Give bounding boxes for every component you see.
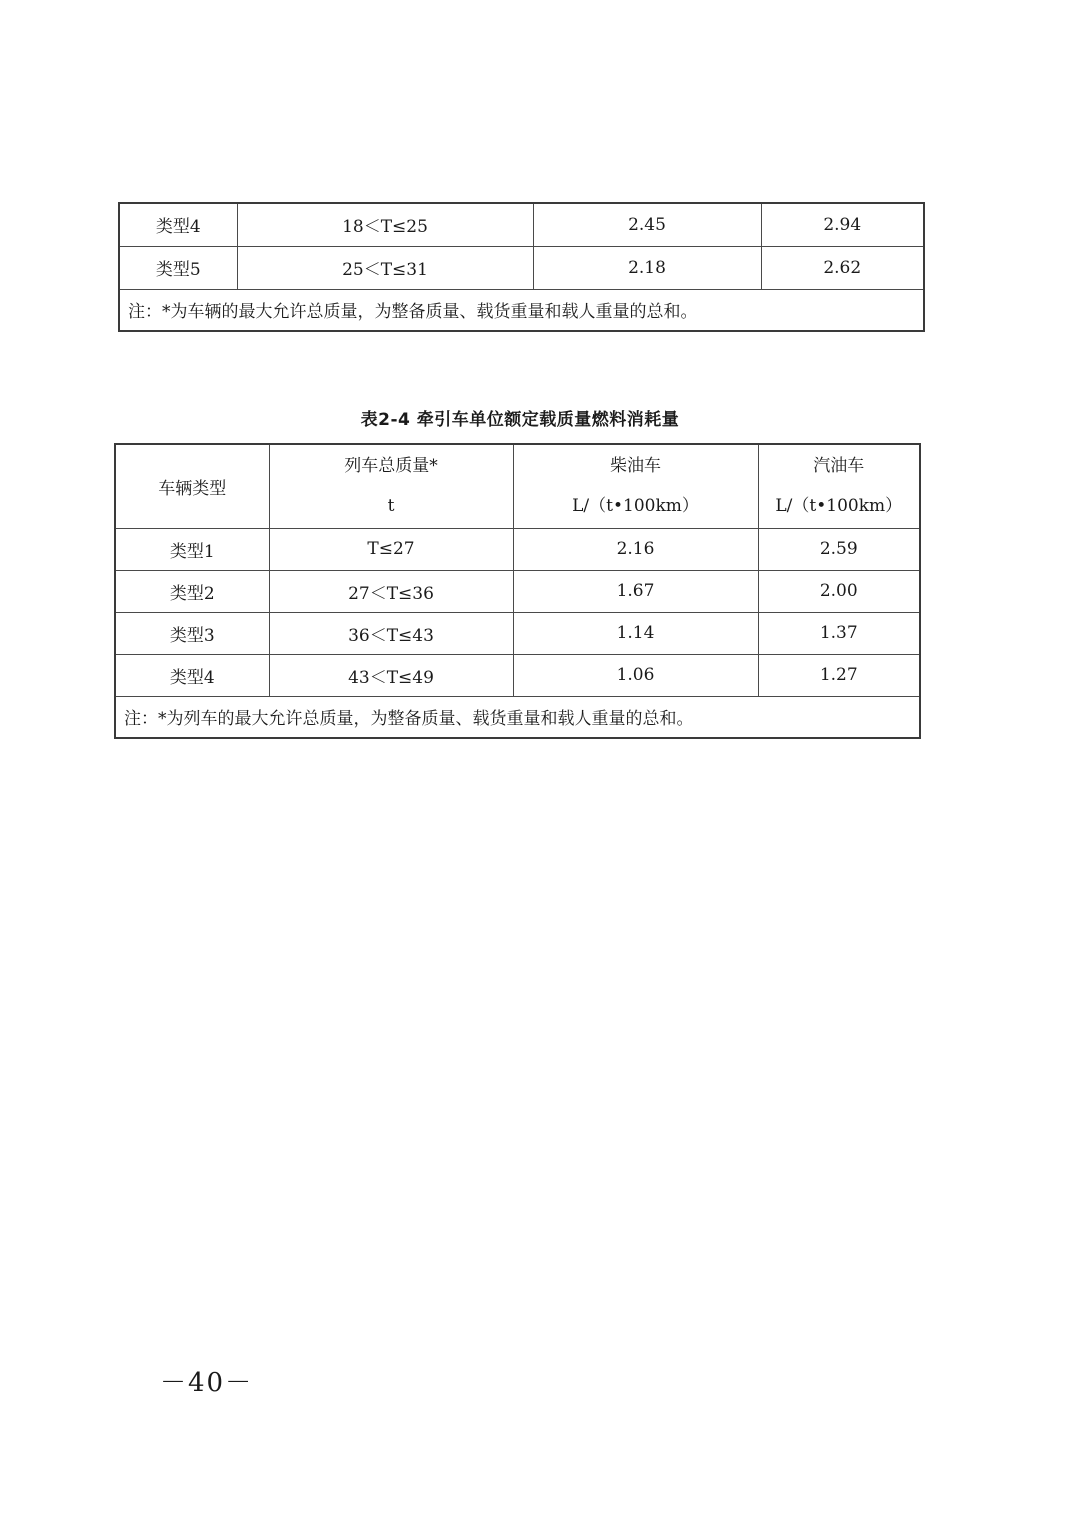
- table-note: 注：*为列车的最大允许总质量，为整备质量、载货重量和载人重量的总和。: [115, 696, 920, 738]
- page-number: －40－: [160, 1368, 254, 1398]
- diesel-value-cell: 2.18: [533, 246, 761, 289]
- table-row: [119, 203, 924, 246]
- header-diesel-label: 柴油车: [610, 456, 661, 477]
- header-diesel: [513, 444, 758, 528]
- vehicle-type-cell: 类型2: [115, 570, 269, 612]
- header-vehicle-type: 车辆类型: [115, 444, 269, 528]
- mass-range-cell: 43＜T≤49: [269, 654, 513, 696]
- header-gasoline-label: 汽油车: [813, 456, 865, 477]
- table-row: [115, 570, 920, 612]
- table-row: [115, 528, 920, 570]
- mass-range-cell: 27＜T≤36: [269, 570, 513, 612]
- table-row: [115, 654, 920, 696]
- table-header-row: [115, 444, 920, 528]
- diesel-value-cell: 2.16: [513, 528, 758, 570]
- diesel-value-cell: 1.67: [513, 570, 758, 612]
- diesel-value-cell: 1.14: [513, 612, 758, 654]
- mass-range-cell: T≤27: [269, 528, 513, 570]
- header-gasoline: [758, 444, 920, 528]
- diesel-value-cell: 1.06: [513, 654, 758, 696]
- gasoline-value-cell: 2.94: [761, 203, 924, 246]
- mass-range-cell: 18＜T≤25: [237, 203, 533, 246]
- vehicle-type-cell: 类型4: [115, 654, 269, 696]
- table-row: [115, 612, 920, 654]
- table-note: 注：*为车辆的最大允许总质量，为整备质量、载货重量和载人重量的总和。: [119, 289, 924, 331]
- header-total-mass: [269, 444, 513, 528]
- header-gasoline-unit: L/（t•100km）: [775, 496, 903, 517]
- header-total-mass-unit: t: [387, 496, 395, 517]
- table-note-row: [115, 696, 920, 738]
- vehicle-type-cell: 类型3: [115, 612, 269, 654]
- vehicle-type-cell: 类型5: [119, 246, 237, 289]
- table-row: [119, 246, 924, 289]
- gasoline-value-cell: 1.27: [758, 654, 920, 696]
- gasoline-value-cell: 2.00: [758, 570, 920, 612]
- vehicle-type-cell: 类型1: [115, 528, 269, 570]
- table-2-3-continued: [118, 202, 925, 332]
- header-diesel-unit: L/（t•100km）: [572, 496, 699, 517]
- vehicle-type-cell: 类型4: [119, 203, 237, 246]
- mass-range-cell: 36＜T≤43: [269, 612, 513, 654]
- table-note-row: [119, 289, 924, 331]
- gasoline-value-cell: 2.62: [761, 246, 924, 289]
- header-total-mass-label: 列车总质量*: [344, 456, 438, 477]
- table-caption: 表2-4 牵引车单位额定载质量燃料消耗量: [360, 410, 680, 430]
- gasoline-value-cell: 1.37: [758, 612, 920, 654]
- diesel-value-cell: 2.45: [533, 203, 761, 246]
- table-2-4: [114, 443, 921, 739]
- gasoline-value-cell: 2.59: [758, 528, 920, 570]
- mass-range-cell: 25＜T≤31: [237, 246, 533, 289]
